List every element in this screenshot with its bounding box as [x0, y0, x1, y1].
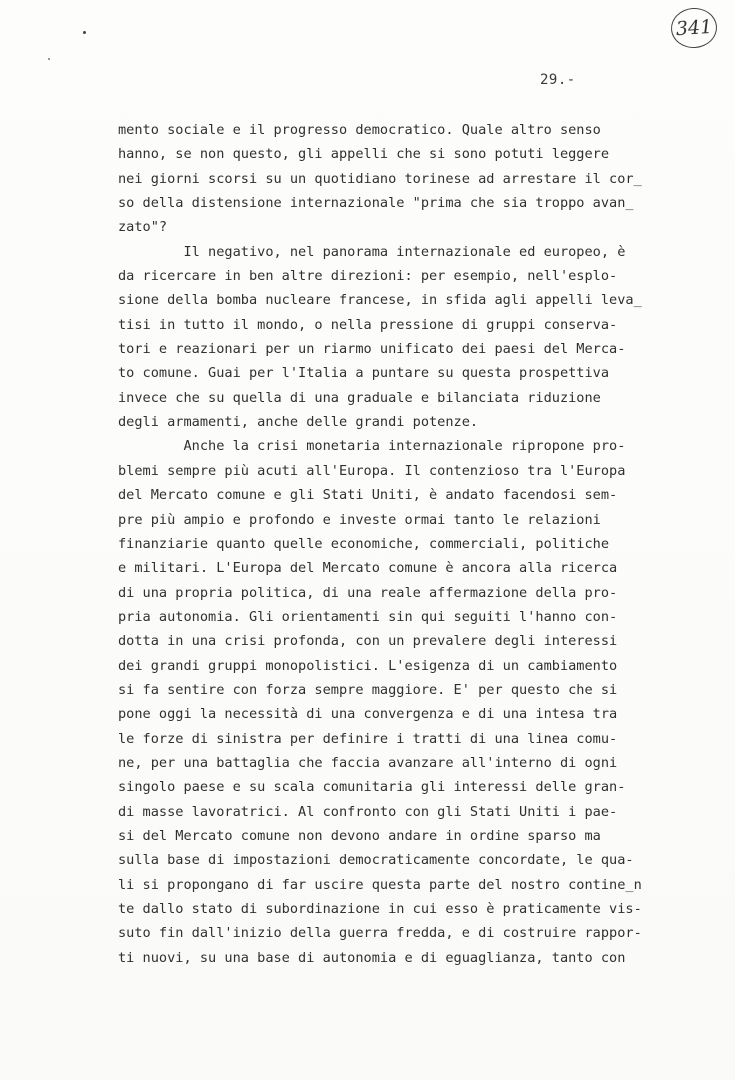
text-line: Il negativo, nel panorama internazionale ed europeo, è — [118, 243, 626, 260]
text-line: mento sociale e il progresso democratico. Quale altro senso — [118, 122, 601, 138]
text-line: nei giorni scorsi su un quotidiano torinese ad arrestare il cor_ — [118, 170, 642, 187]
text-line: sulla base di impostazioni democraticamente concordate, le qua- — [118, 852, 634, 869]
text-line: si del Mercato comune non devono andare in ordine sparso ma — [118, 827, 601, 844]
text-line: invece che su quella di una graduale e bilanciata riduzione — [118, 389, 601, 406]
text-line: di masse lavoratrici. Al confronto con gli Stati Uniti i pae- — [118, 803, 618, 820]
text-line: tori e reazionari per un riarmo unificato dei paesi del Merca- — [118, 341, 626, 358]
text-line: dei grandi gruppi monopolistici. L'esigenza di un cambiamento — [118, 657, 618, 674]
text-line: pone oggi la necessità di una convergenza e di una intesa tra — [118, 706, 618, 723]
text-line: pria autonomia. Gli orientamenti sin qui seguiti l'hanno con- — [118, 608, 618, 625]
text-line: singolo paese e su scala comunitaria gli interessi delle gran- — [118, 779, 626, 796]
text-line: di una propria politica, di una reale affermazione della pro- — [118, 584, 618, 601]
text-line: e militari. L'Europa del Mercato comune è ancora alla ricerca — [118, 560, 618, 577]
text-line: so della distensione internazionale "prima che sia troppo avan_ — [118, 195, 634, 212]
text-line: te dallo stato di subordinazione in cui esso è praticamente vis- — [118, 901, 642, 917]
text-line: to comune. Guai per l'Italia a puntare su questa prospettiva — [118, 365, 610, 382]
text-line: zato"? — [118, 219, 168, 236]
text-line: degli armamenti, anche delle grandi potenze. — [118, 414, 479, 431]
text-line: blemi sempre più acuti all'Europa. Il contenzioso tra l'Europa — [118, 462, 626, 479]
body-text — [118, 118, 678, 970]
ink-mark — [48, 58, 50, 60]
text-line: si fa sentire con forza sempre maggiore. E' per questo che si — [118, 681, 618, 698]
text-line: tisi in tutto il mondo, o nella pressione di gruppi conserva- — [118, 316, 618, 333]
text-line: sione della bomba nucleare francese, in sfida agli appelli leva_ — [118, 292, 642, 309]
text-line: le forze di sinistra per definire i tratti di una linea comu- — [118, 730, 618, 747]
text-line: li si propongano di far uscire questa parte del nostro contine_n — [118, 876, 642, 893]
page-number: 29.- — [540, 72, 576, 88]
text-line: Anche la crisi monetaria internazionale ripropone pro- — [118, 438, 626, 455]
text-line: del Mercato comune e gli Stati Uniti, è andato facendosi sem- — [118, 487, 618, 504]
text-line: da ricercare in ben altre direzioni: per esempio, nell'esplo- — [118, 268, 618, 285]
text-line: ne, per una battaglia che faccia avanzare all'interno di ogni — [118, 754, 618, 771]
text-line: suto fin dall'inizio della guerra fredda, e di costruire rappor- — [118, 925, 642, 942]
text-line: hanno, se non questo, gli appelli che si sono potuti leggere — [118, 146, 610, 163]
text-line: pre più ampio e profondo e investe ormai tanto le relazioni — [118, 511, 601, 528]
text-line: finanziarie quanto quelle economiche, commerciali, politiche — [118, 535, 610, 552]
archive-stamp: 341 — [670, 6, 719, 49]
text-line: ti nuovi, su una base di autonomia e di eguaglianza, tanto con — [118, 949, 626, 966]
text-line: dotta in una crisi profonda, con un prevalere degli interessi — [118, 633, 618, 650]
ink-mark — [83, 31, 86, 34]
